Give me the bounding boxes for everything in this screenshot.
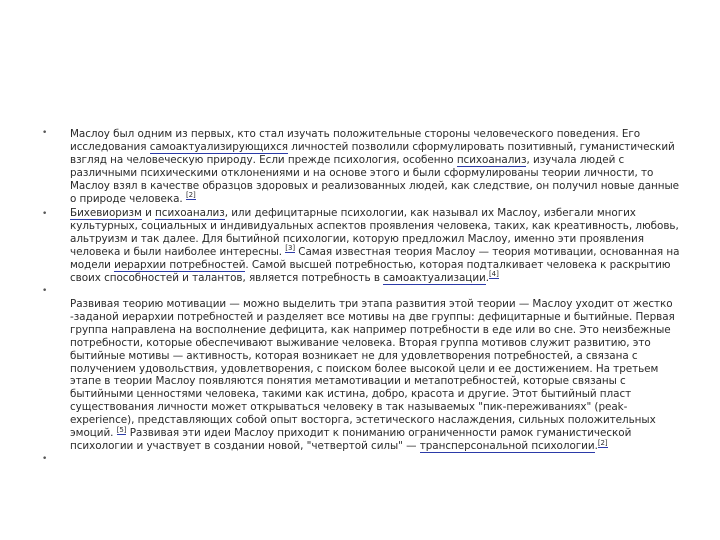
p2-text-4: . Самой высшей потребностью, которая подталкивает человека к раскрытию своих способностей и талантов, является потребность в — [70, 258, 671, 284]
link-self-actualization[interactable]: самоактуализации — [383, 271, 486, 284]
link-hierarchy-of-needs[interactable]: иерархии потребностей — [114, 258, 246, 271]
paragraph-2 — [70, 207, 682, 284]
p3-text-1: Развивая теорию мотивации — можно выделить три этапа развития этой теории — Маслоу уходит от жестко -заданой иерархии потребностей и разделяет все мотивы на две группы: дефицитарные и бытийные. Первая группа направлена на восполнение дефицита, как например потребности в еде или во сне. Это неизбежные потребности, которые обеспечивают выживание человека. Вторая группа мотивов служит развитию, это бытийные мотивы — активность, которая возникает не для удовлетворения потребностей, а связана с получением удовольствия, удовлетворения, с поиском более высокой цели и ее достижением. На третьем этапе в теории Маслоу появляются понятия метамотивации и метапотребностей, которые связаны с бытийными ценностями человека, такими как истина, добро, красота и другие. Этот бытийный пласт существования личности может открываться человеку в так называемых "пик-переживаниях" (peak-experience), представляющих собой опыт восторга, эстетического наслаждения, сильных положительных эмоций. — [70, 298, 675, 440]
p3-text-3: . — [594, 439, 598, 452]
p2-text-5: . — [485, 271, 489, 284]
p1-text-2: личностей позволили сформулировать позитивный, гуманистический взгляд на человеческую природу. Если прежде психология, особенно — [70, 140, 675, 166]
link-behaviorism[interactable]: Бихевиоризм — [70, 207, 142, 219]
p1-text-1: Маслоу был одним из первых, кто стал изучать положительные стороны человеческого поведения. Его исследования — [70, 128, 641, 153]
footnote-ref-3[interactable]: [3] — [285, 244, 296, 253]
link-self-actualizing[interactable]: самоактуализирующихся — [149, 140, 288, 153]
bullet-4: • — [42, 454, 48, 464]
footnote-ref-5[interactable]: [5] — [116, 425, 127, 434]
bullet-1: • — [42, 128, 48, 138]
bullet-3: • — [42, 286, 48, 296]
footnote-ref-2b[interactable]: [2] — [597, 438, 608, 447]
paragraph-1 — [70, 128, 682, 205]
p3-text-2: Развивая эти идеи Маслоу приходит к пониманию ограниченности рамок гуманистической психологии и участвует в создании новой, "четвертой силы" — — [70, 427, 632, 452]
p2-text-1: и — [141, 207, 156, 219]
p1-text-3: , изучала людей с различными психическими отклонениями и на основе этого и были сформулированы теории личности, то Маслоу взял в качестве образцов здоровых и реализованных людей, как следствие, он получил новые данные о природе человека. — [70, 153, 680, 205]
bullet-2: • — [42, 209, 48, 219]
p2-text-2: , или дефицитарные психологии, как называл их Маслоу, избегали многих культурных, социальных и индивидуальных аспектов проявления человека, таких, как креативность, любовь, альтруизм и так далее. Для бытийной психологии, которую предложил Маслоу, именно эти проявления человека и были наиболее интересны. — [70, 207, 679, 258]
link-psychoanalysis[interactable]: психоанализ — [456, 153, 527, 166]
footnote-ref-2[interactable]: [2] — [185, 191, 196, 200]
p2-text-3: Самая известная теория Маслоу — теория мотивации, основанная на модели — [70, 245, 680, 271]
link-transpersonal-psychology[interactable]: трансперсональной психологии — [419, 439, 595, 452]
paragraph-3 — [70, 298, 682, 453]
link-psychoanalysis-2[interactable]: психоанализ — [155, 207, 225, 219]
footnote-ref-4[interactable]: [4] — [489, 270, 499, 279]
